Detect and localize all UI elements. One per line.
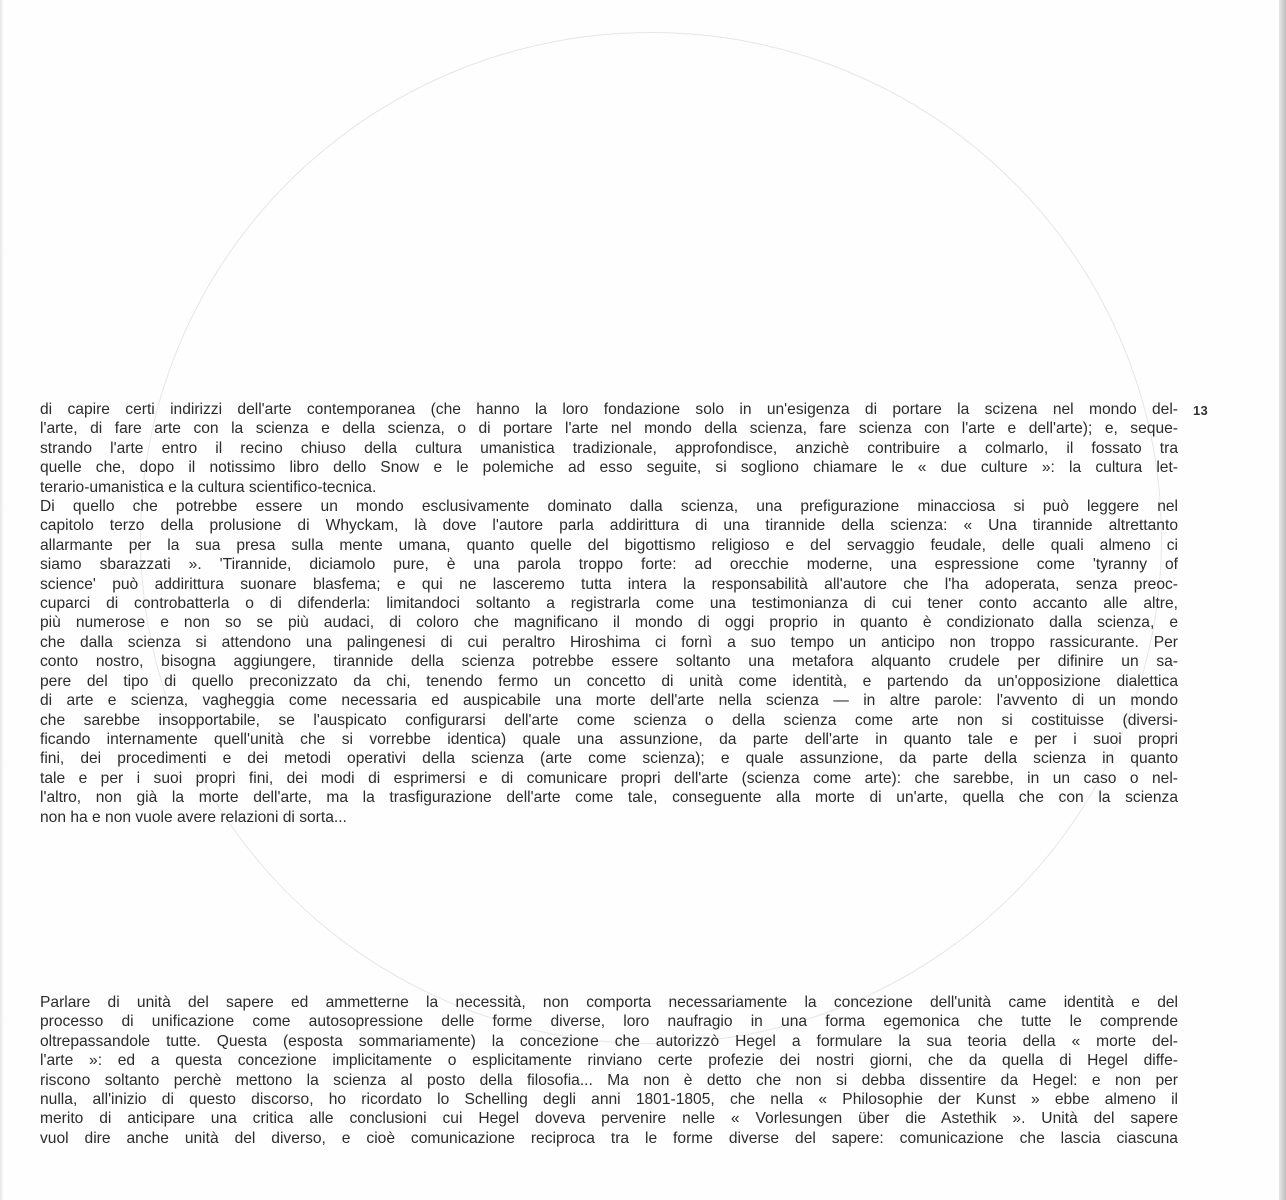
text-line: allarmante per la sua presa sulla mente umana, quanto quelle del bigottismo religioso e del servaggio feudale, delle quali almeno ci bbox=[40, 536, 1178, 554]
text-line: fini, dei procedimenti e dei metodi operativi della scienza (arte come scienza); e quale assunzione, da parte della scienza in quanto bbox=[40, 750, 1178, 768]
text-line: capitolo terzo della prolusione di Whyckam, là dove l'autore parla addirittura di una tirannide della scienza: « Una tirannide altrettanto bbox=[40, 517, 1178, 535]
text-line: nulla, all'inizio di questo discorso, ho ricordato lo Schelling degli anni 1801-1805, che nella « Philosophie der Kunst » ebbe almeno il bbox=[40, 1091, 1178, 1109]
text-line: riscono soltanto perchè mettono la scienza al posto della filosofia... Ma non è detto che non si debba dissentire da Hegel: e non per bbox=[40, 1071, 1178, 1089]
page-edge bbox=[1279, 0, 1286, 1200]
paragraph bbox=[40, 497, 1178, 827]
text-line: oltrepassandole tutte. Questa (esposta sommariamente) la concezione che autorizzò Hegel a formulare la sua teoria della « morte del- bbox=[40, 1032, 1178, 1050]
paragraph bbox=[40, 993, 1178, 1148]
text-line: di capire certi indirizzi dell'arte contemporanea (che hanno la loro fondazione solo in un'esigenza di portare la scizena nel mondo del- bbox=[40, 401, 1178, 418]
text-block-lower bbox=[40, 993, 1178, 1148]
text-line: che dalla scienza si attendono una palingenesi di cui peraltro Hiroshima ci fornì a suo tempo un anticipo non troppo rassicurante. Per bbox=[40, 633, 1178, 651]
text-line: più numerose e non so se più audaci, di coloro che magnificano il mondo di oggi proprio in quanto è condizionato dalla scienza, e bbox=[40, 614, 1178, 632]
text-line: l'altro, non già la morte dell'arte, ma la trasfigurazione dell'arte come tale, conseguente alla morte di un'arte, quella che con la scienza bbox=[40, 789, 1178, 807]
text-line: l'arte »: ed a questa concezione implicitamente o esplicitamente rinviano certe profezie dei nostri giorni, che da quella di Hegel diffe- bbox=[40, 1052, 1178, 1070]
text-line: conto nostro, bisogna aggiungere, tirannide della scienza potrebbe essere soltanto una metafora alquanto crudele per difinire un sa- bbox=[40, 653, 1178, 671]
paragraph bbox=[40, 400, 1178, 497]
page-number: 13 bbox=[1193, 403, 1209, 418]
text-line: strando l'arte entro il recino chiuso della cultura umanistica tradizionale, approfondisce, anzichè contribuire a colmarlo, il fossato tra bbox=[40, 439, 1178, 457]
text-line: Di quello che potrebbe essere un mondo esclusivamente dominato dalla scienza, una prefigurazione minacciosa si può leggere nel bbox=[40, 498, 1178, 516]
text-line: terario-umanistica e la cultura scientifico-tecnica. bbox=[40, 478, 377, 496]
text-line: siamo sbarazzati ». 'Tirannide, diciamolo pure, è una parola troppo forte: ad orecchie moderne, una espressione come 'tyranny of bbox=[40, 556, 1178, 574]
text-line: quelle che, dopo il notissimo libro dello Snow e le polemiche ad esso seguite, si sogliono chiamare le « due culture »: la cultura let- bbox=[40, 459, 1178, 477]
text-line: che sarebbe insopportabile, se l'auspicato configurarsi dell'arte come scienza o della scienza come arte non si costituisse (diversi- bbox=[40, 711, 1178, 729]
text-line: pere del tipo di quello preconizzato da chi, tenendo fermo un concetto di unità come identità, e partendo da un'opposizione dialettica bbox=[40, 672, 1178, 690]
text-line: l'arte, di fare arte con la scienza e della scienza, o di portare l'arte nel mondo della scienza, fare scienza con l'arte e dell'arte); e, seque- bbox=[40, 420, 1178, 438]
text-line: merito di anticipare una critica alle conclusioni cui Hegel doveva pervenire nelle « Vorlesungen über die Astethik ». Unità del sapere bbox=[40, 1110, 1178, 1128]
text-line: processo di unificazione come autosopressione delle forme diverse, loro naufragio in una forma egemonica che tutte le comprende bbox=[40, 1013, 1178, 1031]
text-line: ficando internamente quell'unità che si vorrebbe identica) quale una assunzione, da parte dell'arte in quanto tale e per i suoi propri bbox=[40, 730, 1178, 748]
text-line: cuparci di controbatterla o di difenderla: limitandoci soltanto a registrarla come una testimonianza di cui tener conto accanto alle altre, bbox=[40, 595, 1178, 613]
text-line: science' può addirittura suonare blasfema; e qui ne lasceremo tutta intera la responsabilità all'autore che l'ha adoperata, senza preoc- bbox=[40, 575, 1178, 593]
text-line: vuol dire anche unità del diverso, e cioè comunicazione reciproca tra le forme diverse del sapere: comunicazione che lascia ciascuna bbox=[40, 1129, 1178, 1147]
text-line: non ha e non vuole avere relazioni di sorta... bbox=[40, 808, 347, 826]
text-line: Parlare di unità del sapere ed ammetterne la necessità, non comporta necessariamente la concezione dell'unità came identità e del bbox=[40, 994, 1178, 1011]
page-gutter bbox=[0, 0, 4, 1200]
text-block-upper bbox=[40, 400, 1178, 827]
text-line: tale e per i suoi propri fini, dei modi di esprimersi e di comunicare propri dell'arte (scienza come arte): che sarebbe, in un caso o nel- bbox=[40, 769, 1178, 787]
text-line: di arte e scienza, vagheggia come necessaria ed auspicabile una morte dell'arte nella scienza — in altre parole: l'avvento di un mondo bbox=[40, 692, 1178, 710]
